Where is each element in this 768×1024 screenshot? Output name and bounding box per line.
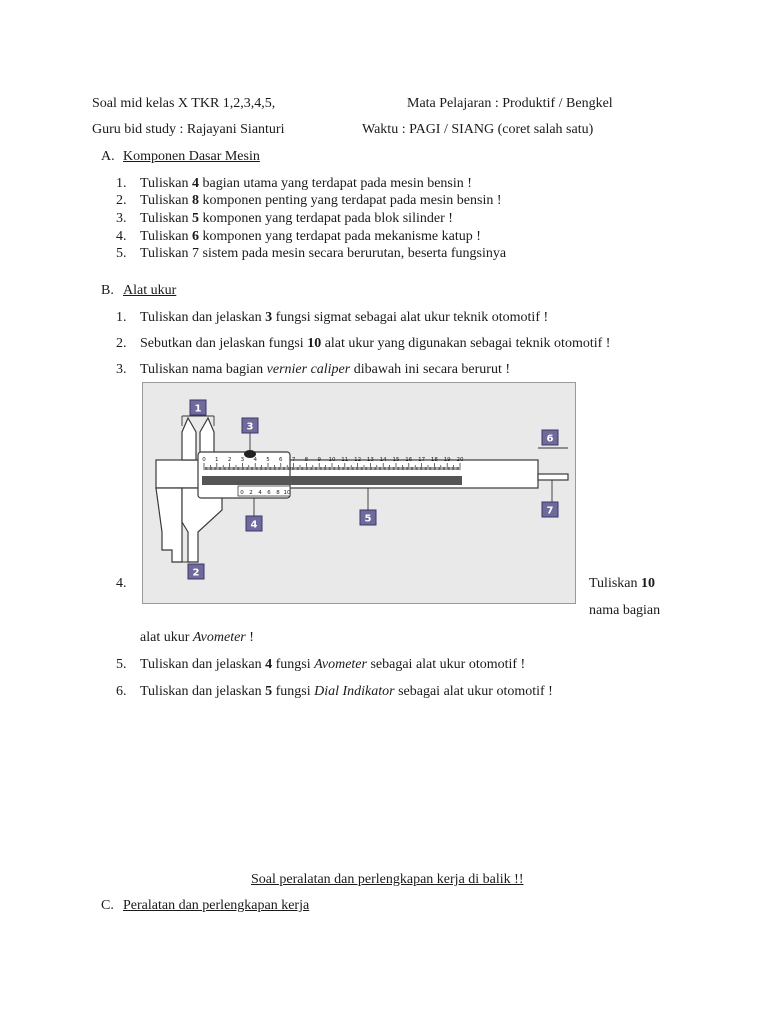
section-b-title: Alat ukur bbox=[123, 283, 177, 298]
a-item-1: Tuliskan 4 bagian utama yang terdapat pada mesin bensin ! bbox=[140, 176, 472, 191]
vernier-scale-label: 10 bbox=[283, 490, 291, 496]
main-scale-label: 6 bbox=[279, 457, 283, 463]
main-scale-strip bbox=[202, 476, 462, 485]
callout-label: 2 bbox=[192, 567, 200, 579]
vernier-scale-label: 8 bbox=[276, 490, 280, 496]
locking-screw bbox=[244, 450, 256, 458]
b-item-6: Tuliskan dan jelaskan 5 fungsi Dial Indikator sebagai alat ukur otomotif ! bbox=[140, 684, 553, 699]
main-scale-label: 9 bbox=[317, 457, 321, 463]
callout-label: 1 bbox=[194, 403, 202, 415]
main-scale-label: 12 bbox=[354, 457, 362, 463]
b-item-4-num: 4. bbox=[116, 576, 127, 591]
main-scale-label: 1 bbox=[215, 457, 219, 463]
vernier-caliper-figure bbox=[142, 382, 576, 604]
b-item-3-num: 3. bbox=[116, 362, 127, 377]
section-c-title: Peralatan dan perlengkapan kerja bbox=[123, 898, 310, 913]
teacher-line: Guru bid study : Rajayani Sianturi bbox=[92, 122, 285, 137]
b-item-2-num: 2. bbox=[116, 336, 127, 351]
vernier-scale bbox=[238, 486, 290, 496]
a-item-5-num: 5. bbox=[116, 246, 127, 261]
main-scale-label: 17 bbox=[418, 457, 426, 463]
main-scale-label: 8 bbox=[304, 457, 309, 463]
main-scale-label: 16 bbox=[405, 457, 413, 463]
a-item-3-num: 3. bbox=[116, 211, 127, 226]
callout-label: 6 bbox=[546, 433, 554, 445]
main-scale-label: 10 bbox=[328, 457, 336, 463]
main-scale-label: 4 bbox=[253, 457, 257, 463]
section-b-letter: B. bbox=[101, 283, 114, 298]
b-item-3: Tuliskan nama bagian vernier caliper dibawah ini secara berurut ! bbox=[140, 362, 510, 377]
callout-label: 5 bbox=[364, 513, 372, 525]
vernier-scale-label: 0 bbox=[240, 490, 244, 496]
main-scale-label: 3 bbox=[240, 457, 245, 463]
main-scale-label: 18 bbox=[430, 457, 438, 463]
a-item-5: Tuliskan 7 sistem pada mesin secara berurutan, beserta fungsinya bbox=[140, 246, 507, 261]
a-item-1-num: 1. bbox=[116, 176, 127, 191]
main-scale-label: 5 bbox=[266, 457, 270, 463]
main-scale-ticks bbox=[204, 463, 460, 470]
main-scale-label: 20 bbox=[456, 457, 464, 463]
main-scale-label: 7 bbox=[291, 457, 296, 463]
main-scale-label: 19 bbox=[443, 457, 451, 463]
main-scale-label: 0 bbox=[202, 457, 206, 463]
class-line: Soal mid kelas X TKR 1,2,3,4,5, bbox=[92, 96, 276, 111]
b-item-4-line1: Tuliskan 10 bbox=[589, 576, 656, 591]
section-a-letter: A. bbox=[101, 149, 115, 164]
main-scale-label: 11 bbox=[341, 457, 349, 463]
main-scale-label: 14 bbox=[379, 457, 387, 463]
b-item-6-num: 6. bbox=[116, 684, 127, 699]
vernier-scale-label: 4 bbox=[258, 490, 262, 496]
b-item-5: Tuliskan dan jelaskan 4 fungsi Avometer sebagai alat ukur otomotif ! bbox=[140, 657, 526, 672]
b-item-1-num: 1. bbox=[116, 310, 127, 325]
callout-label: 7 bbox=[546, 505, 554, 517]
vernier-scale-label: 2 bbox=[249, 490, 253, 496]
callout-label: 3 bbox=[246, 421, 254, 433]
section-a-title: Komponen Dasar Mesin bbox=[123, 149, 260, 164]
main-scale-label: 13 bbox=[366, 457, 374, 463]
b-item-5-num: 5. bbox=[116, 657, 127, 672]
time-line: Waktu : PAGI / SIANG (coret salah satu) bbox=[362, 122, 594, 137]
callout-label: 4 bbox=[250, 519, 258, 531]
main-scale-label: 15 bbox=[392, 457, 400, 463]
subject-line: Mata Pelajaran : Produktif / Bengkel bbox=[407, 96, 613, 111]
b-item-4-line3: alat ukur Avometer ! bbox=[140, 630, 254, 645]
a-item-4: Tuliskan 6 komponen yang terdapat pada mekanisme katup ! bbox=[140, 229, 481, 244]
a-item-2: Tuliskan 8 komponen penting yang terdapat pada mesin bensin ! bbox=[140, 193, 502, 208]
a-item-4-num: 4. bbox=[116, 229, 127, 244]
main-scale-label: 2 bbox=[227, 457, 232, 463]
b-item-4-line2: nama bagian bbox=[589, 603, 661, 618]
footer-note: Soal peralatan dan perlengkapan kerja di balik !! bbox=[251, 872, 524, 887]
a-item-3: Tuliskan 5 komponen yang terdapat pada blok silinder ! bbox=[140, 211, 453, 226]
vernier-scale-label: 6 bbox=[267, 490, 271, 496]
b-item-2: Sebutkan dan jelaskan fungsi 10 alat ukur yang digunakan sebagai teknik otomotif ! bbox=[140, 336, 611, 351]
depth-rod bbox=[538, 474, 568, 480]
b-item-1: Tuliskan dan jelaskan 3 fungsi sigmat sebagai alat ukur teknik otomotif ! bbox=[140, 310, 549, 325]
section-c-letter: C. bbox=[101, 898, 114, 913]
a-item-2-num: 2. bbox=[116, 193, 127, 208]
